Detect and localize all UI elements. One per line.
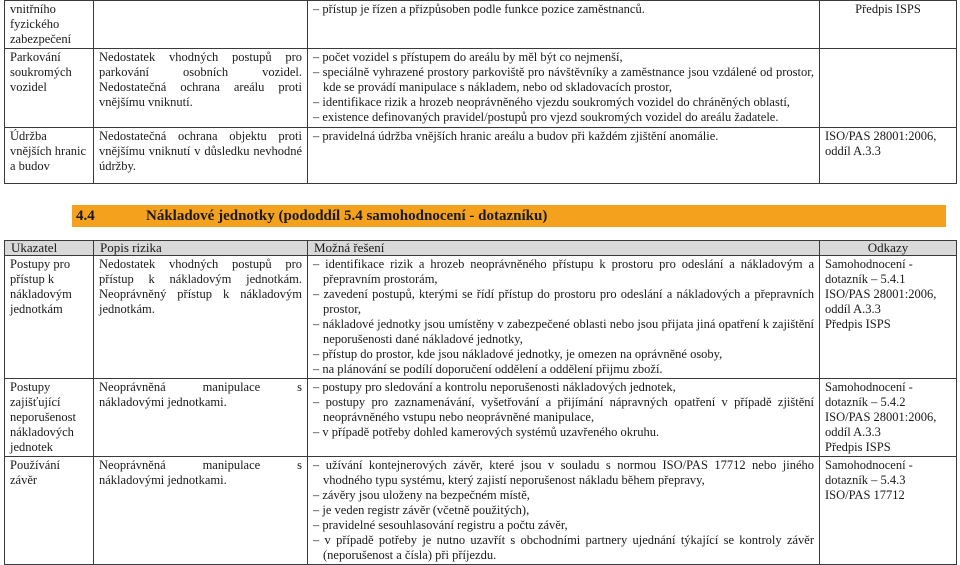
table-row <box>5 49 957 128</box>
reference-item: Samohodnocení - dotazník – 5.4.2 <box>825 380 913 409</box>
table-header-row <box>5 241 957 256</box>
solution-cell <box>308 256 820 379</box>
solution-item: – užívání kontejnerových závěr, které jsou v souladu s normou ISO/PAS 17712 nebo jiného vhodného typu systému, který zajistí neporušenost nákladu během přepravy, <box>313 458 815 487</box>
solution-item: – je veden registr závěr (včetně použitých), <box>313 503 530 517</box>
section-heading <box>72 205 946 227</box>
header-solution: Možná řešení <box>308 241 820 256</box>
indicator-cell: Postupy zajišťující neporušenost nákladových jednotek <box>5 379 94 457</box>
reference-item: Samohodnocení - dotazník – 5.4.3 <box>825 458 913 487</box>
table-row <box>5 128 957 184</box>
reference-cell <box>820 49 957 128</box>
risk-cell: Neoprávněná manipulace s nákladovými jednotkami. <box>94 457 308 565</box>
solution-cell <box>308 128 820 184</box>
solution-item: – přístup je řízen a přizpůsoben podle funkce pozice zaměstnanců. <box>313 2 645 16</box>
solution-item: – v případě potřeby je nutno uzavřít s obchodními partnery ujednání týkající se kontroly závěr (neporušenost a čísla) při příjezdu. <box>313 533 815 562</box>
solution-item: – přístup do prostor, kde jsou nákladové jednotky, je omezen na oprávněné osoby, <box>313 347 723 361</box>
risk-cell: Nedostatečná ochrana objektu proti vnějšímu vniknutí v důsledku nevhodné údržby. <box>94 128 308 184</box>
solution-item: – na plánování se podílí doporučení oddělení a oddělení přijmu zboží. <box>313 362 663 376</box>
reference-item: Samohodnocení - dotazník – 5.4.1 <box>825 257 913 286</box>
solution-item: – počet vozidel s přístupem do areálu by měl být co nejmenší, <box>313 50 623 64</box>
header-references: Odkazy <box>820 241 957 256</box>
solution-item: – pravidelné sesouhlasování registru a počtu závěr, <box>313 518 568 532</box>
indicator-cell: vnitřního fyzického zabezpečení <box>5 1 94 49</box>
indicator-cell: Používání závěr <box>5 457 94 565</box>
table-row <box>5 256 957 379</box>
risk-cell: Nedostatek vhodných postupů pro přístup k nákladovým jednotkám. Neoprávněný přístup k nákladovým jednotkám. <box>94 256 308 379</box>
table-row <box>5 1 957 49</box>
section-number: 4.4 <box>76 208 95 224</box>
reference-cell: Předpis ISPS <box>820 1 957 49</box>
solution-cell <box>308 49 820 128</box>
solution-item: – identifikace rizik a hrozeb neoprávněného vjezdu soukromých vozidel do chráněných oblastí, <box>313 95 790 109</box>
solution-item: – závěry jsou uloženy na bezpečném místě, <box>313 488 530 502</box>
solution-item: – v případě potřeby dohled kamerových systémů uzavřeného okruhu. <box>313 425 660 439</box>
solution-item: – nákladové jednotky jsou umístěny v zabezpečené oblasti nebo jsou přijata jiná opatření k zajištění neporušenosti dané nákladové jednotky, <box>313 317 814 346</box>
solution-item: – postupy pro sledování a kontrolu neporušenosti nákladových jednotek, <box>313 380 676 394</box>
solution-item: – speciálně vyhrazené prostory parkoviště pro návštěvníky a zaměstnance jsou vzdálené od prostor, kde se provádí manipulace s nákladem, nebo od skladovacích prostor, <box>313 65 815 94</box>
table-row <box>5 457 957 565</box>
reference-item: ISO/PAS 17712 <box>825 488 905 502</box>
header-risk: Popis rizika <box>94 241 308 256</box>
risk-cell: Neoprávněná manipulace s nákladovými jednotkami. <box>94 379 308 457</box>
solution-item: – zavedení postupů, kterými se řídí přístup do prostoru pro odeslání a nákladových a přepravních prostor, <box>313 287 815 316</box>
solution-item: – identifikace rizik a hrozeb neoprávněného přístupu k prostoru pro odeslání a nákladovým a přepravním prostorám, <box>313 257 814 286</box>
risk-cell: Nedostatek vhodných postupů pro parkování osobních vozidel. Nedostatečná ochrana areálu proti vnějšímu vniknutí. <box>94 49 308 128</box>
main-table <box>4 240 957 565</box>
reference-cell <box>820 256 957 379</box>
indicator-cell: Postupy pro přístup k nákladovým jednotkám <box>5 256 94 379</box>
indicator-cell: Parkování soukromých vozidel <box>5 49 94 128</box>
solution-item: – existence definovaných pravidel/postupů pro vjezd soukromých vozidel do areálu žadatele. <box>313 110 779 124</box>
reference-item: Předpis ISPS <box>825 317 891 331</box>
indicator-cell: Údržba vnějších hranic a budov <box>5 128 94 184</box>
reference-cell <box>820 457 957 565</box>
top-table <box>4 0 957 184</box>
reference-cell <box>820 379 957 457</box>
solution-cell <box>308 379 820 457</box>
reference-cell: ISO/PAS 28001:2006, oddíl A.3.3 <box>820 128 957 184</box>
header-indicator: Ukazatel <box>5 241 94 256</box>
solution-item: – postupy pro zaznamenávání, vyšetřování a přijímání nápravných opatření v případě zjištění neoprávněného vstupu nebo neoprávněné manipulace, <box>313 395 814 424</box>
solution-cell <box>308 1 820 49</box>
section-title: Nákladové jednotky (pododdíl 5.4 samohodnocení - dotazníku) <box>146 208 548 224</box>
solution-cell <box>308 457 820 565</box>
risk-cell <box>94 1 308 49</box>
reference-item: ISO/PAS 28001:2006, oddíl A.3.3 <box>825 410 937 439</box>
table-row <box>5 379 957 457</box>
solution-item: – pravidelná údržba vnějších hranic areálu a budov při každém zjištění anomálie. <box>313 129 719 143</box>
reference-item: ISO/PAS 28001:2006, oddíl A.3.3 <box>825 287 937 316</box>
reference-item: Předpis ISPS <box>825 440 891 454</box>
